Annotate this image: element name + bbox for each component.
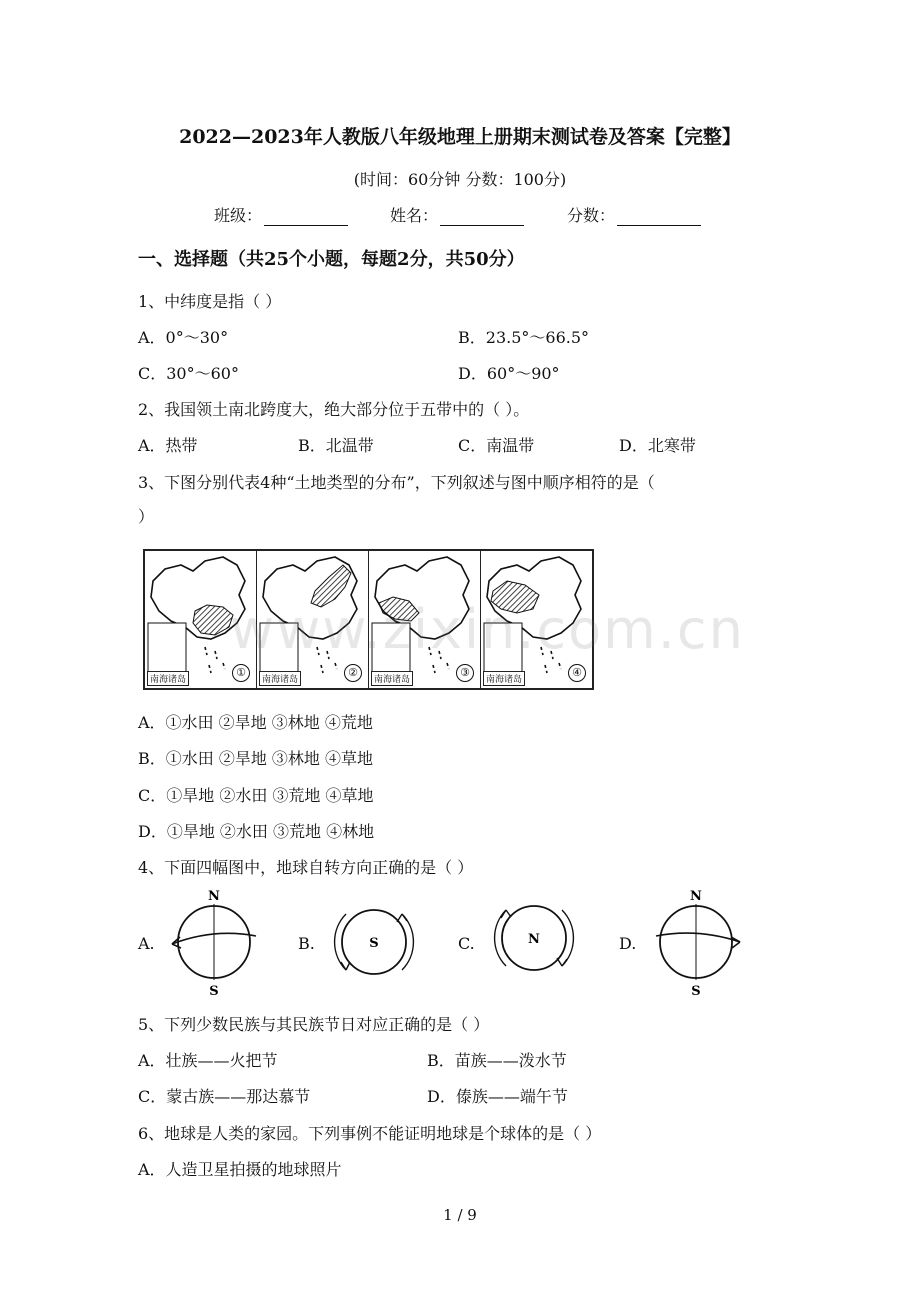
q5-option-c: C．蒙古族——那达慕节 <box>138 1087 311 1106</box>
q1-option-c: C．30°～60° <box>138 364 239 383</box>
q5-stem: 5、下列少数民族与其民族节日对应正确的是（ ） <box>138 1015 490 1034</box>
q3-option-c: C．①旱地 ②水田 ③荒地 ④草地 <box>138 786 374 805</box>
north-label-d: N <box>690 889 702 904</box>
class-field <box>214 203 348 226</box>
name-label: 姓名： <box>390 206 439 225</box>
map-number-2: ② <box>344 664 362 682</box>
exam-time-score: (时间：60分钟 分数：100分) <box>353 170 567 189</box>
section-heading: 一、选择题（共25个小题，每题2分，共50分） <box>138 249 525 270</box>
globe-diagram-d <box>650 886 746 998</box>
inset-label-2: 南海诸岛 <box>259 671 301 686</box>
q6-stem: 6、地球是人类的家园。下列事例不能证明地球是个球体的是（ ） <box>138 1124 602 1143</box>
page-title: 2022—2023年人教版八年级地理上册期末测试卷及答案【完整】 <box>179 126 741 148</box>
globe-diagram-c <box>488 896 580 980</box>
south-label-d: S <box>691 984 701 998</box>
q1-stem: 1、中纬度是指（ ） <box>138 292 282 311</box>
q2-option-d: D．北寒带 <box>619 436 696 455</box>
q3-option-d: D．①旱地 ②水田 ③荒地 ④林地 <box>138 822 375 841</box>
name-field <box>390 203 524 226</box>
inset-label-4: 南海诸岛 <box>483 671 525 686</box>
q2-stem: 2、我国领土南北跨度大，绝大部分位于五带中的（ ）。 <box>138 400 530 419</box>
map-number-3: ③ <box>456 664 474 682</box>
score-field <box>567 203 701 226</box>
q5-option-a: A．壮族——火把节 <box>138 1051 278 1070</box>
watermark: www.zixin.com.cn <box>230 598 745 661</box>
q2-option-a: A．热带 <box>138 436 198 455</box>
class-blank <box>264 209 348 226</box>
q1-option-d: D．60°～90° <box>458 364 560 383</box>
q3-option-b: B．①水田 ②旱地 ③林地 ④草地 <box>138 749 374 768</box>
q4-stem: 4、下面四幅图中，地球自转方向正确的是（ ） <box>138 858 474 877</box>
q3-stem-close: ） <box>138 507 155 526</box>
globe-diagram-a <box>166 886 262 998</box>
q3-stem: 3、下图分别代表4种“土地类型的分布”，下列叙述与图中顺序相符的是（ <box>138 473 655 492</box>
q4-option-a: A. <box>138 934 155 953</box>
q2-option-c: C．南温带 <box>458 436 535 455</box>
q5-option-d: D．傣族——端午节 <box>427 1087 568 1106</box>
map-number-1: ① <box>232 664 250 682</box>
globe-diagram-b <box>328 900 420 984</box>
q3-option-a: A．①水田 ②旱地 ③林地 ④荒地 <box>138 713 373 732</box>
q4-option-d: D. <box>619 934 637 953</box>
inset-label-1: 南海诸岛 <box>147 671 189 686</box>
name-blank <box>440 209 524 226</box>
q4-option-b: B. <box>298 934 315 953</box>
class-label: 班级： <box>214 206 263 225</box>
north-label-c: N <box>528 932 540 947</box>
south-label-b: S <box>369 936 379 951</box>
map-number-4: ④ <box>568 664 586 682</box>
inset-label-3: 南海诸岛 <box>371 671 413 686</box>
q5-option-b: B．苗族——泼水节 <box>427 1051 567 1070</box>
score-label: 分数： <box>567 206 616 225</box>
q1-option-a: A．0°～30° <box>138 328 229 347</box>
q6-option-a: A．人造卫星拍摄的地球照片 <box>138 1160 342 1179</box>
q4-option-c: C. <box>458 934 475 953</box>
page-number: 1 / 9 <box>443 1206 477 1224</box>
south-label-a: S <box>209 984 219 998</box>
q1-option-b: B．23.5°～66.5° <box>458 328 590 347</box>
q2-option-b: B．北温带 <box>298 436 374 455</box>
north-label-a: N <box>208 889 220 904</box>
score-blank <box>617 209 701 226</box>
